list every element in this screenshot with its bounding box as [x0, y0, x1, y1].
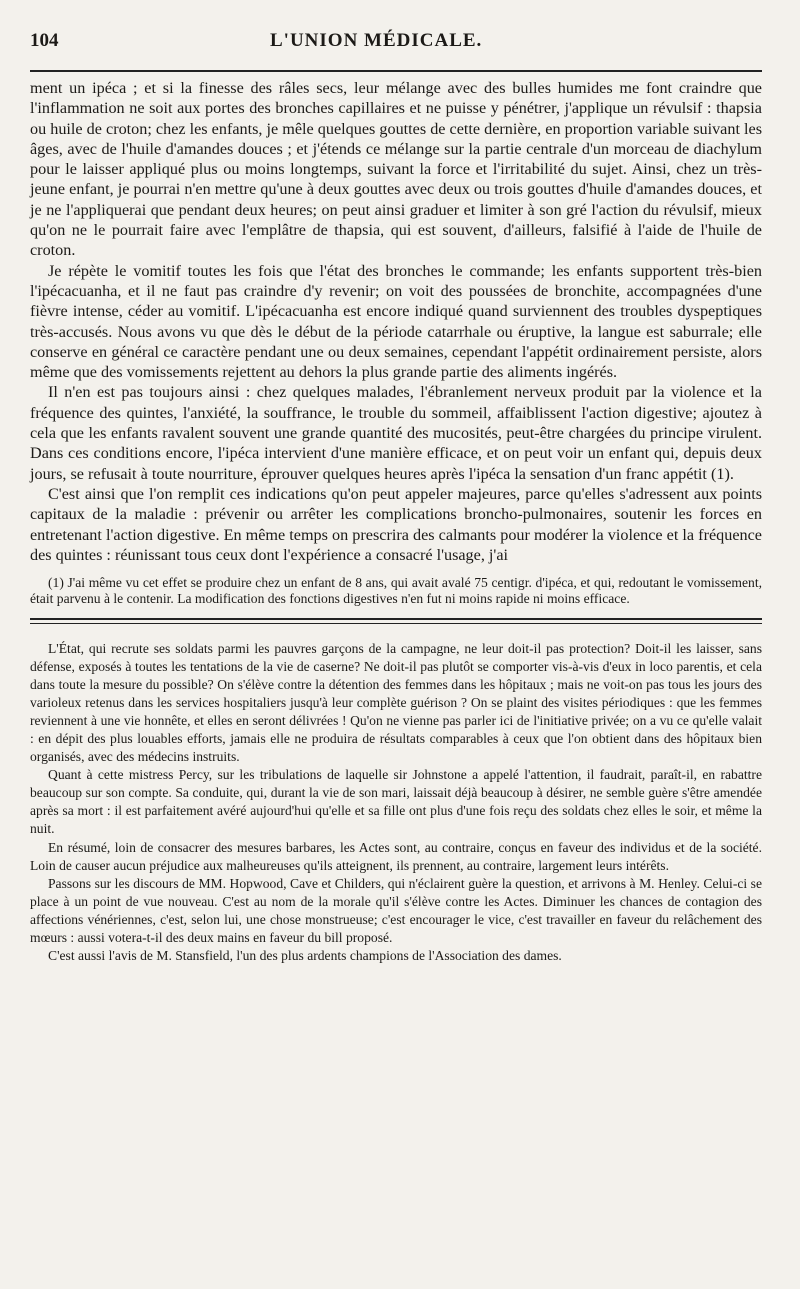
- footnote: [30, 575, 762, 607]
- article-paragraph: Il n'en est pas toujours ainsi : chez quelques malades, l'ébranlement nerveux produit par la violence et la fréquence des quintes, l'anxiété, la souffrance, le trouble du sommeil, affaiblissent l'action digestive; ajoutez à cela que les enfants ravalent souvent une grande quantité des mucosités, peut-être chargées du principe virulent. Dans ces conditions encore, l'ipéca intervient d'une manière efficace, et on peut voir un enfant qui, depuis deux jours, se refusait à toute nourriture, éprouver quelques heures après l'ipéca la sensation d'un franc appétit (1).: [30, 383, 762, 483]
- separator-rule-thin: [30, 623, 762, 624]
- feuilleton-section: [30, 640, 762, 966]
- feuilleton-paragraph: Quant à cette mistress Percy, sur les tribulations de laquelle sir Johnstone a appelé l'attention, il faudrait, paraît-il, en rabattre beaucoup sur son compte. Sa conduite, qui, durant la vie de son mari, laissait déjà beaucoup à désirer, ne semble guère s'être amendée après sa mort : il est parfaitement avéré aujourd'hui qu'elle et sa fille ont plus d'une fois reçu des soldats chez elles le soir, et même la nuit.: [30, 767, 762, 837]
- article-paragraph: ment un ipéca ; et si la finesse des râles secs, leur mélange avec des bulles humides me font craindre que l'inflammation ne soit aux portes des bronches capillaires et ne puisse y pénétrer, j'applique un révulsif : thapsia ou huile de croton; chez les enfants, je mêle quelques gouttes de cette dernière, en proportion variable suivant les âges, avec de l'huile d'amandes douces ; et j'étends ce mélange sur la partie centrale d'un morceau de diachylum pour le laisser appliqué plus ou moins longtemps, suivant la force et l'irritabilité du sujet. Ainsi, chez un très-jeune enfant, je pourrai n'en mettre qu'une à deux gouttes avec deux ou trois gouttes d'huile d'amandes douces, et je ne l'appliquerai que pendant deux heures; on peut ainsi graduer et limiter à son gré l'action du révulsif, mieux qu'on ne le pourrait faire avec l'emplâtre de thapsia, qui est souvent, d'ailleurs, falsifié à l'aide de l'huile de croton.: [30, 79, 762, 260]
- article-paragraph: C'est ainsi que l'on remplit ces indications qu'on peut appeler majeures, parce qu'elles s'adressent aux points capitaux de la maladie : prévenir ou arrêter les complications broncho-pulmonaires, soutenir les forces en entretenant l'action digestive. En même temps on prescrira des calmants pour modérer la violence et la fréquence des quintes : réunissant tous ceux dont l'expérience a consacré l'usage, j'ai: [30, 484, 762, 564]
- feuilleton-paragraph: En résumé, loin de consacrer des mesures barbares, les Actes sont, au contraire, conçus en faveur des individus et de la société. Loin de causer aucun préjudice aux malheureuses qu'ils atteignent, ils prennent, au contraire, largement leurs intérêts.: [30, 839, 762, 873]
- feuilleton-paragraph: Passons sur les discours de MM. Hopwood, Cave et Childers, qui n'éclairent guère la question, et arrivons à M. Henley. Celui-ci se place à un point de vue nouveau. C'est au nom de la morale qu'il s'élève contre les Actes. Diminuer les chances de contagion des affections vénériennes, c'est, selon lui, une chose monstrueuse; c'est encourager le vice, c'est travailler en faveur du relâchement des mœurs : aussi votera-t-il des deux mains en faveur du bill proposé.: [30, 875, 762, 946]
- page-number: 104: [30, 30, 59, 51]
- header-rule: [30, 70, 762, 72]
- main-article: [30, 78, 762, 565]
- article-paragraph: Je répète le vomitif toutes les fois que l'état des bronches le commande; les enfants supportent très-bien l'ipécacuanha, et il ne faut pas craindre d'y revenir; on voit des poussées de bronchite, accompagnées d'une fièvre intense, céder au vomitif. L'ipécacuanha est encore indiqué quand surviennent des troubles dyspeptiques très-accusés. Nous avons vu que dès le début de la période catarrhale ou éruptive, la langue est saburrale; elle conserve en général ce caractère pendant une ou deux semaines, cependant l'appétit ordinairement persiste, alors même que des vomissements rejettent au dehors la plus grande partie des aliments ingérés.: [30, 261, 762, 382]
- feuilleton-paragraph: L'État, qui recrute ses soldats parmi les pauvres garçons de la campagne, ne leur doit-il pas protection? Doit-il les laisser, sans défense, exposés à toutes les tentations de la vie de caserne? Ne doit-il pas plutôt se comporter vis-à-vis d'eux in loco parentis, et cela dans toute la mesure du possible? On s'élève contre la détention des femmes dans les hôpitaux ; mais ne voit-on pas tous les jours des varioleux retenus dans les services hospitaliers jusqu'à leur complète guérison ? On se plaint des visites périodiques : que les femmes reviennent à une vie honnête, et elles en seront délivrées ! Qu'on ne vienne pas parler ici de l'initiative privée; on a vu ce qu'elle valait : en dépit des plus louables efforts, jamais elle ne produira de résultats comparables à ceux que l'on obtient dans des hôpitaux bien organisés, avec des médecins instruits.: [30, 640, 762, 765]
- separator-rule-thick: [30, 618, 762, 620]
- journal-title: L'UNION MÉDICALE.: [270, 30, 483, 51]
- feuilleton-separator: [30, 618, 762, 624]
- feuilleton-paragraph: C'est aussi l'avis de M. Stansfield, l'un des plus ardents champions de l'Association des dames.: [48, 948, 562, 964]
- page-header: [30, 30, 762, 68]
- footnote-text: (1) J'ai même vu cet effet se produire chez un enfant de 8 ans, qui avait avalé 75 centigr. d'ipéca, et qui, redoutant le vomissement, était parvenu à le contenir. La modification des fonctions digestives n'en fut ni moins rapide ni moins efficace.: [30, 575, 762, 607]
